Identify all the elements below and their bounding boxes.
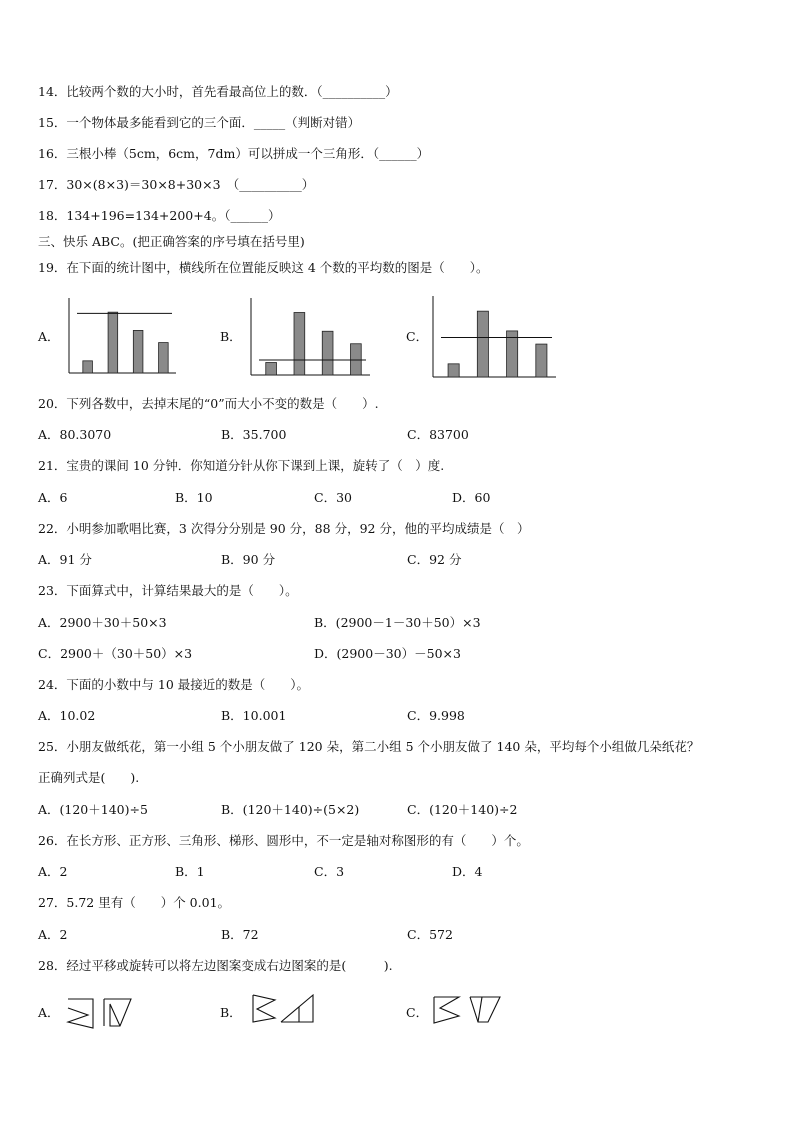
question-21: 21．宝贵的课间 10 分钟．你知道分针从你下课到上课，旋转了（ ）度. [38,458,445,473]
q21-option-b: B．10 [175,490,213,505]
q22-option-c: C．92 分 [407,552,462,567]
q20-option-a: A．80.3070 [38,427,112,442]
q26-option-b: B．1 [175,864,205,879]
q19-chart-b-bar-2 [294,313,305,376]
q21-option-a: A．6 [38,490,68,505]
question-25-line-1: 25．小朋友做纸花，第一小组 5 个小朋友做了 120 朵，第二小组 5 个小朋友做了 140 朵，平均每个小组做几朵纸花？ [38,739,700,754]
q28-option-b-label: B． [220,1005,242,1020]
q19-chart-b [248,296,372,378]
q23-option-c: C．2900＋（30＋50）×3 [38,646,193,661]
q19-chart-b-bar-3 [322,331,333,375]
question-20: 20．下列各数中，去掉末尾的“0”而大小不变的数是（ ）. [38,396,379,411]
q19-chart-a-bar-4 [159,343,169,373]
q24-option-a: A．10.02 [38,708,96,723]
q21-option-d: D．60 [452,490,491,505]
question-27: 27．5.72 里有（ ）个 0.01。 [38,895,231,910]
question-25-line-2: 正确列式是( ). [38,770,140,785]
q19-chart-b-bar-1 [266,363,277,376]
q26-option-a: A．2 [38,864,68,879]
q23-option-d: D．(2900－30）－50×3 [314,646,461,661]
q19-chart-c-bar-1 [448,364,459,377]
q19-option-a-label: A． [38,329,60,344]
q26-option-d: D．4 [452,864,483,879]
question-23: 23．下面算式中，计算结果最大的是（ ）。 [38,583,298,598]
q24-option-c: C．9.998 [407,708,465,723]
question-22: 22．小明参加歌唱比赛，3 次得分分别是 90 分，88 分，92 分，他的平均成绩是（ ） [38,521,530,536]
question-14: 14．比较两个数的大小时，首先看最高位上的数．（__________） [38,84,398,99]
q27-option-b: B．72 [221,927,259,942]
section-heading-3: 三、快乐 ABC。(把正确答案的序号填在括号里) [38,234,305,249]
q19-chart-a [66,296,178,376]
q23-option-b: B．(2900－1－30＋50）×3 [314,615,481,630]
q19-option-c-label: C． [406,329,429,344]
q19-option-b-label: B． [220,329,242,344]
q19-chart-a-bar-1 [83,361,93,373]
q26-option-c: C．3 [314,864,345,879]
q20-option-b: B．35.700 [221,427,287,442]
q27-option-c: C．572 [407,927,453,942]
q23-option-a: A．2900＋30＋50×3 [38,615,167,630]
q19-chart-a-bar-3 [133,330,143,373]
q28-option-b-figure [249,993,319,1025]
question-15: 15．一个物体最多能看到它的三个面．_____（判断对错） [38,115,361,130]
question-18: 18．134+196=134+200+4。（______） [38,208,281,223]
q19-chart-c [430,294,558,380]
q25-option-c: C．(120＋140)÷2 [407,802,518,817]
q28-option-a-label: A． [38,1005,60,1020]
q24-option-b: B．10.001 [221,708,287,723]
question-24: 24．下面的小数中与 10 最接近的数是（ ）。 [38,677,310,692]
question-28: 28．经过平移或旋转可以将左边图案变成右边图案的是( ). [38,958,393,973]
q19-chart-c-bar-4 [536,344,547,377]
q27-option-a: A．2 [38,927,68,942]
q22-option-b: B．90 分 [221,552,276,567]
q25-option-b: B．(120＋140)÷(5×2) [221,802,360,817]
q20-option-c: C．83700 [407,427,469,442]
q19-chart-b-bar-4 [351,344,362,375]
q28-option-c-figure [432,994,504,1026]
q19-chart-c-bar-2 [477,311,488,377]
question-17: 17．30×(8×3)＝30×8+30×3 （__________） [38,177,315,192]
q28-option-c-label: C． [406,1005,429,1020]
q25-option-a: A．(120＋140)÷5 [38,802,148,817]
q22-option-a: A．91 分 [38,552,92,567]
question-16: 16．三根小棒（5cm，6cm，7dm）可以拼成一个三角形．（______） [38,146,430,161]
q21-option-c: C．30 [314,490,352,505]
question-19: 19．在下面的统计图中，横线所在位置能反映这 4 个数的平均数的图是（ ）。 [38,260,489,275]
q28-option-a-figure [66,996,138,1030]
question-26: 26．在长方形、正方形、三角形、梯形、圆形中，不一定是轴对称图形的有（ ）个。 [38,833,529,848]
q19-chart-a-bar-2 [108,312,118,373]
